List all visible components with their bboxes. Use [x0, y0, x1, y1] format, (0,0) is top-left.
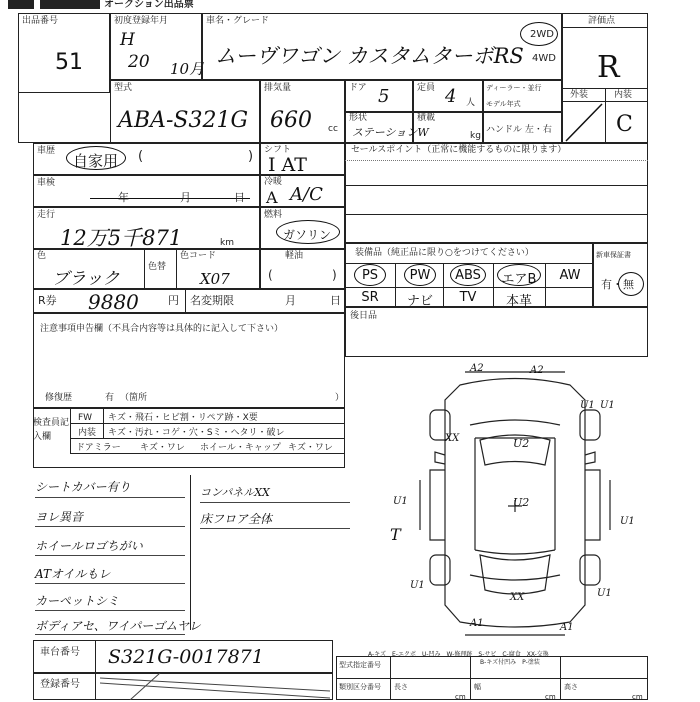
diag-a1-rear: A1 [470, 618, 484, 629]
hw-underline [200, 502, 350, 503]
recycle-label: R券 [38, 294, 57, 307]
color-divider [176, 249, 177, 289]
wheel-text: キズ・ワレ [288, 443, 333, 453]
notes-label: 注意事項申告欄（不具合内容等は具体的に記入して下さい） [40, 324, 284, 334]
history-circle [66, 146, 126, 170]
aircon-label: 冷暖 [264, 177, 283, 187]
history-label: 車歴 [37, 146, 56, 156]
header-strip [0, 0, 360, 10]
eq-line [493, 263, 494, 307]
eq-ps: PS [361, 268, 379, 283]
inspector-divider [103, 408, 104, 438]
diag-a1-rear2: A1 [560, 622, 574, 633]
category-label: 類別区分番号 [339, 683, 381, 691]
hw-underline [35, 610, 185, 611]
eq-line [395, 263, 396, 307]
recycle-value: 9880 [88, 290, 139, 314]
legend-1: A-キズ E-エクボ U-凹み W-修理跡 S-サビ C-腐食 XX-交換 [368, 651, 549, 658]
eq-tv: TV [459, 290, 477, 305]
interior-check-text: キズ・汚れ・コゲ・穴・Sミ・ヘタリ・破レ [108, 428, 285, 438]
fuel-circle [276, 220, 340, 244]
capacity-label: 定員 [417, 83, 436, 93]
hw-note-3: ホイールロゴちがい [35, 539, 143, 553]
model-designation-label: 型式指定番号 [339, 661, 381, 669]
diag-a2-top: A2 [470, 363, 484, 374]
first-reg-era: H [120, 30, 135, 50]
aircon-value: A [266, 188, 278, 207]
registration-lines [100, 673, 330, 700]
diag-u1-fr: U1 [600, 400, 615, 411]
color-code-value: X07 [200, 270, 230, 288]
hw-underline [35, 555, 185, 556]
name-change-day: 日 [330, 294, 341, 307]
displacement-unit: cc [328, 124, 338, 134]
name-change-label: 名変期限 [190, 294, 234, 307]
type-label: 型式 [114, 83, 133, 93]
color-change-label: 色替 [148, 262, 167, 272]
history-paren-open: ( [138, 149, 144, 164]
drive-selected-circle [520, 22, 558, 46]
light-oil-paren-close: ) [332, 268, 337, 282]
doors-label: ドア [349, 83, 367, 93]
cm-1: cm [455, 693, 466, 701]
color-label: 色 [37, 251, 47, 261]
score-value: R [597, 50, 620, 85]
hw-note-4: ATオイルもレ [35, 567, 111, 581]
fuel-value: ガソリン [283, 228, 332, 242]
warranty-circle [618, 272, 644, 296]
displacement-label: 排気量 [264, 83, 292, 93]
recycle-unit: 円 [168, 294, 179, 307]
exterior-slash [562, 101, 605, 143]
displacement-value: 660 [270, 108, 312, 133]
repair-place: （箇所 [120, 393, 148, 403]
load-label: 積載 [417, 113, 436, 123]
hw-underline [35, 497, 185, 498]
dealer-label: ディーラー・並行 [486, 84, 542, 92]
eq-line [443, 263, 444, 307]
shift-value: I AT [268, 154, 307, 176]
first-reg-month: 10月 [170, 60, 205, 78]
hw-note-right-2: 床フロア全体 [200, 512, 273, 526]
fw-label: FW [78, 413, 93, 423]
cm-3: cm [632, 693, 643, 701]
interior-check-label: 内装 [78, 428, 97, 438]
eq-navi: ナビ [406, 294, 433, 309]
inspection-label: 車検 [37, 178, 56, 188]
legend-2: B-キズ付凹み P-塗装 [480, 659, 540, 666]
hw-note-5: カーペットシミ [35, 594, 120, 608]
diag-u2-hood: U2 [513, 437, 530, 450]
hw-note-1: シートカバー有り [35, 480, 131, 494]
color-value: ブラック [52, 269, 120, 289]
hw-underline [35, 583, 185, 584]
mileage-value: 12万5千871 [60, 226, 183, 250]
shift-label: シフト [264, 145, 292, 155]
diag-u1-left: U1 [393, 496, 408, 507]
inspector-divider [70, 423, 345, 424]
chassis-divider [95, 640, 96, 673]
shape-label: 形状 [349, 113, 368, 123]
history-value: 自家用 [73, 152, 119, 170]
sales-label: セールスポイント（正常に機能するものに限ります） [351, 145, 567, 155]
score-divider [605, 88, 606, 143]
load-unit: kg [470, 131, 481, 141]
name-change-month: 月 [285, 294, 296, 307]
width-label: 幅 [474, 683, 481, 691]
model-value: ムーヴワゴン カスタムターボRS [215, 44, 524, 68]
score-label: 評価点 [588, 16, 616, 26]
drive-2wd: 2WD [530, 29, 554, 40]
eq-line [545, 263, 546, 307]
lot-value: 51 [55, 50, 83, 75]
lot-label: 出品番号 [22, 16, 59, 26]
inspection-year: 年 [118, 191, 129, 204]
color-code-label: 色コード [180, 251, 217, 261]
inspection-strike [90, 198, 250, 199]
repair-label: 修復歴 [45, 393, 73, 403]
diag-u1-front-right: U1 [580, 400, 595, 411]
mirror-label: ドアミラー [76, 443, 121, 453]
light-oil-label: 軽油 [285, 251, 304, 261]
aftermarket-cell [345, 307, 648, 357]
first-reg-year: 20 [128, 52, 150, 72]
chassis-label: 車台番号 [40, 647, 80, 658]
diag-u1-right: U1 [620, 516, 635, 527]
sales-line [345, 185, 648, 186]
hw-underline [35, 634, 185, 635]
aftermarket-label: 後日品 [350, 311, 378, 321]
wheel-label: ホイール・キャップ [200, 443, 281, 453]
capacity-value: 4 [445, 86, 457, 107]
doors-value: 5 [378, 86, 390, 107]
eq-line [345, 287, 593, 288]
eq-leather: 本革 [505, 294, 532, 309]
warranty-label: 新車保証書 [596, 251, 631, 259]
inspector-divider [70, 408, 71, 453]
repair-value: 有 [105, 393, 115, 403]
header-title: オークション出品票 [104, 0, 194, 10]
light-oil-paren-open: ( [268, 268, 273, 282]
score-divider [562, 27, 648, 28]
exterior-label: 外装 [570, 90, 589, 100]
inspection-day: 日 [234, 191, 245, 204]
registration-label: 登録番号 [40, 679, 80, 690]
repair-close: ） [335, 393, 345, 403]
model-year-label: モデル年式 [486, 100, 521, 108]
drive-4wd: 4WD [532, 53, 556, 64]
warranty-options: 有・無 [601, 278, 634, 291]
equipment-label: 装備品（純正品に限り○をつけてください） [355, 248, 534, 258]
eq-abs: ABS [455, 268, 481, 283]
aircon-value2: A/C [290, 184, 323, 205]
color-divider [144, 249, 145, 289]
eq-sr: SR [361, 290, 379, 305]
history-paren-close: ) [248, 149, 254, 164]
recycle-divider [185, 289, 186, 313]
header-block [40, 0, 100, 9]
eq-airbag-circle [497, 264, 541, 286]
hw-underline [35, 526, 185, 527]
handle-label: ハンドル 左・右 [486, 125, 552, 135]
diag-a2-top2: A2 [530, 365, 544, 376]
fw-text: キズ・飛石・ヒビ割・リペア跡・X要 [108, 413, 258, 423]
diag-xx-front: XX [445, 433, 460, 444]
hw-note-6: ボディアセ、ワイパーゴムヤレ [35, 619, 201, 633]
diag-u1-rl: U1 [410, 580, 425, 591]
notes-divider [190, 475, 191, 630]
mirror-text: キズ・ワレ [140, 443, 185, 453]
eq-pw: PW [409, 268, 431, 283]
sales-line [345, 160, 648, 161]
height-label: 高さ [564, 683, 578, 691]
cm-2: cm [545, 693, 556, 701]
header-block [8, 0, 34, 9]
model-label: 車名・グレード [206, 16, 270, 26]
interior-label: 内装 [614, 90, 633, 100]
registration-divider [95, 673, 96, 700]
inspector-divider [70, 438, 345, 439]
eq-ps-circle [354, 264, 386, 286]
shape-value: ステーションW [352, 126, 429, 139]
inspection-cell [33, 175, 260, 207]
designation-divider [336, 678, 648, 679]
fuel-label: 燃料 [264, 210, 283, 220]
length-label: 長さ [394, 683, 408, 691]
chassis-value: S321G-0017871 [108, 646, 264, 668]
sales-cell [345, 143, 648, 243]
diag-u2-roof: U2 [513, 496, 530, 509]
hw-note-right-1: コンパネルXX [200, 486, 270, 499]
eq-aw: AW [559, 268, 581, 283]
inspector-label: 検査員記入欄 [33, 418, 70, 442]
interior-value: C [616, 112, 633, 137]
inspection-month: 月 [180, 191, 191, 204]
recycle-cell [33, 289, 345, 313]
type-value: ABA-S321G [118, 108, 249, 133]
hw-underline [200, 528, 350, 529]
diag-t-left: T [390, 525, 401, 544]
diag-xx-rear: XX [510, 592, 525, 603]
diag-u1-rr: U1 [597, 588, 612, 599]
mileage-label: 走行 [37, 210, 56, 220]
eq-abs-circle [450, 264, 486, 286]
eq-pw-circle [404, 264, 436, 286]
capacity-unit: 人 [466, 98, 476, 108]
inspector-divider [70, 453, 345, 454]
hw-note-2: ヨレ異音 [35, 510, 84, 524]
eq-airbag: エアB [501, 272, 537, 287]
sales-line [345, 214, 648, 215]
mileage-unit: km [220, 238, 234, 248]
first-reg-label: 初度登録年月 [114, 16, 169, 26]
